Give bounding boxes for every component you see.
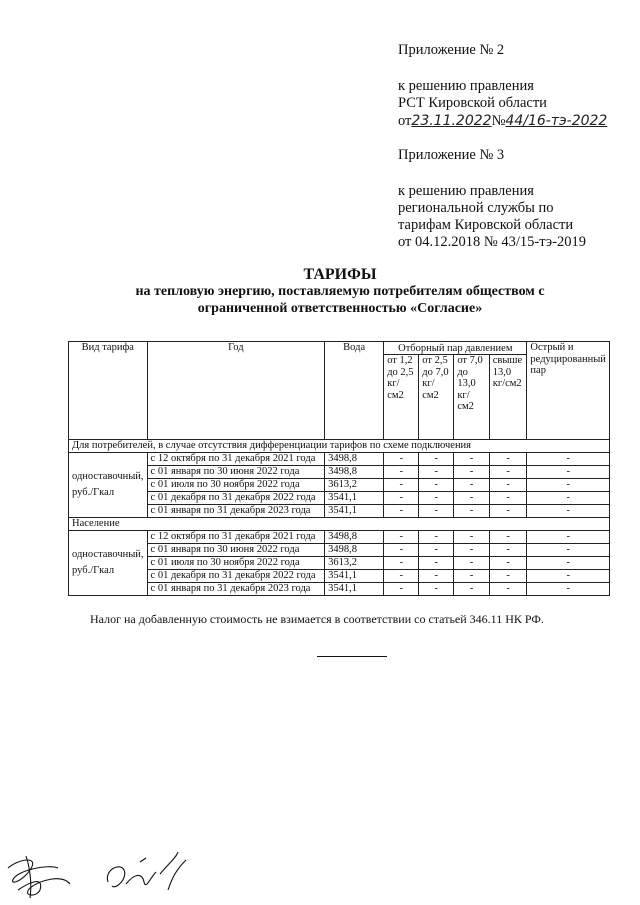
steam-value-cell: - (419, 544, 454, 557)
appendix-2-line1: к решению правления (398, 78, 534, 94)
period-cell: с 01 января по 31 декабря 2023 года (147, 583, 325, 596)
appendix-3-line1: к решению правления (398, 183, 534, 199)
steam-value-cell: - (489, 583, 527, 596)
steam-value-cell: - (489, 466, 527, 479)
table-row (69, 466, 610, 479)
steam-value-cell: - (527, 557, 610, 570)
table-row (69, 583, 610, 596)
steam-value-cell: - (527, 466, 610, 479)
steam-value-cell: - (384, 583, 419, 596)
water-value-cell: 3541,1 (325, 505, 384, 518)
header-acute-steam: Острый и редуцированный пар (527, 342, 610, 440)
period-cell: с 01 января по 31 декабря 2023 года (147, 505, 325, 518)
steam-value-cell: - (527, 531, 610, 544)
steam-value-cell: - (419, 570, 454, 583)
tariff-type-cell: одноставочный, руб./Гкал (69, 453, 148, 518)
steam-value-cell: - (527, 544, 610, 557)
appendix-3-line3: тарифам Кировской области (398, 217, 574, 233)
steam-value-cell: - (419, 466, 454, 479)
steam-value-cell: - (454, 544, 489, 557)
steam-value-cell: - (489, 570, 527, 583)
steam-value-cell: - (527, 570, 610, 583)
header-steam-4: свыше 13,0 кг/см2 (489, 355, 527, 440)
header-year: Год (147, 342, 325, 440)
table-row (69, 492, 610, 505)
steam-value-cell: - (419, 505, 454, 518)
header-steam: Отборный пар давлением (384, 342, 527, 355)
steam-value-cell: - (454, 583, 489, 596)
steam-value-cell: - (384, 505, 419, 518)
period-cell: с 12 октября по 31 декабря 2021 года (147, 531, 325, 544)
steam-value-cell: - (489, 492, 527, 505)
water-value-cell: 3613,2 (325, 557, 384, 570)
section-title: Для потребителей, в случае отсутствия дифференциации тарифов по схеме подключения (69, 440, 610, 453)
steam-value-cell: - (489, 557, 527, 570)
tariff-table (68, 341, 610, 596)
from-word: от (398, 113, 412, 129)
table-row (69, 453, 610, 466)
table-row (69, 505, 610, 518)
appendix-2-date-line (398, 113, 607, 130)
steam-value-cell: - (454, 492, 489, 505)
table-row (69, 531, 610, 544)
water-value-cell: 3498,8 (325, 544, 384, 557)
steam-value-cell: - (489, 453, 527, 466)
steam-value-cell: - (454, 505, 489, 518)
table-row (69, 479, 610, 492)
appendix-2-label: Приложение № 2 (398, 42, 505, 58)
header-tariff-type: Вид тарифа (69, 342, 148, 440)
steam-value-cell: - (384, 531, 419, 544)
tariff-type-cell: одноставочный, руб./Гкал (69, 531, 148, 596)
steam-value-cell: - (419, 492, 454, 505)
period-cell: с 12 октября по 31 декабря 2021 года (147, 453, 325, 466)
water-value-cell: 3498,8 (325, 531, 384, 544)
handwritten-date: 23.11.2022 (411, 113, 492, 129)
steam-value-cell: - (489, 505, 527, 518)
steam-value-cell: - (419, 453, 454, 466)
header-water: Вода (325, 342, 384, 440)
appendix-2-line2: РСТ Кировской области (398, 95, 547, 111)
vat-note: Налог на добавленную стоимость не взимается в соответствии со статьей 346.11 НК РФ. (90, 612, 544, 626)
section-title: Население (69, 518, 610, 531)
period-cell: с 01 декабря по 31 декабря 2022 года (147, 570, 325, 583)
steam-value-cell: - (527, 479, 610, 492)
steam-value-cell: - (454, 453, 489, 466)
header-steam-3: от 7,0 до 13,0 кг/см2 (454, 355, 489, 440)
water-value-cell: 3498,8 (325, 453, 384, 466)
steam-value-cell: - (489, 531, 527, 544)
steam-value-cell: - (419, 557, 454, 570)
water-value-cell: 3541,1 (325, 492, 384, 505)
period-cell: с 01 января по 30 июня 2022 года (147, 466, 325, 479)
water-value-cell: 3541,1 (325, 583, 384, 596)
period-cell: с 01 декабря по 31 декабря 2022 года (147, 492, 325, 505)
appendix-3-line2: региональной службы по (398, 200, 554, 216)
steam-value-cell: - (384, 570, 419, 583)
steam-value-cell: - (384, 453, 419, 466)
steam-value-cell: - (454, 570, 489, 583)
document-title: ТАРИФЫ (303, 266, 377, 283)
table-row (69, 544, 610, 557)
number-sign: № (491, 113, 506, 129)
steam-value-cell: - (527, 583, 610, 596)
document-subtitle-1: на тепловую энергию, поставляемую потребителям обществом с (135, 284, 545, 299)
period-cell: с 01 июля по 30 ноября 2022 года (147, 557, 325, 570)
steam-value-cell: - (454, 531, 489, 544)
header-steam-2: от 2,5 до 7,0 кг/см2 (419, 355, 454, 440)
steam-value-cell: - (384, 557, 419, 570)
steam-value-cell: - (527, 505, 610, 518)
steam-value-cell: - (384, 479, 419, 492)
document-subtitle-2: ограниченной ответственностью «Согласие» (197, 301, 483, 316)
end-divider (317, 656, 387, 657)
steam-value-cell: - (454, 479, 489, 492)
water-value-cell: 3498,8 (325, 466, 384, 479)
water-value-cell: 3613,2 (325, 479, 384, 492)
steam-value-cell: - (384, 544, 419, 557)
steam-value-cell: - (419, 479, 454, 492)
signature-icon (0, 838, 220, 905)
table-row (69, 557, 610, 570)
handwritten-number: 44/16-тэ-2022 (505, 113, 608, 129)
appendix-3-label: Приложение № 3 (398, 147, 505, 163)
steam-value-cell: - (454, 557, 489, 570)
steam-value-cell: - (384, 492, 419, 505)
period-cell: с 01 января по 30 июня 2022 года (147, 544, 325, 557)
steam-value-cell: - (454, 466, 489, 479)
steam-value-cell: - (419, 531, 454, 544)
period-cell: с 01 июля по 30 ноября 2022 года (147, 479, 325, 492)
steam-value-cell: - (527, 492, 610, 505)
table-row (69, 570, 610, 583)
steam-value-cell: - (419, 583, 454, 596)
steam-value-cell: - (489, 479, 527, 492)
header-steam-1: от 1,2 до 2,5 кг/см2 (384, 355, 419, 440)
steam-value-cell: - (527, 453, 610, 466)
steam-value-cell: - (489, 544, 527, 557)
steam-value-cell: - (384, 466, 419, 479)
appendix-3-line4: от 04.12.2018 № 43/15-тэ-2019 (398, 234, 586, 250)
water-value-cell: 3541,1 (325, 570, 384, 583)
